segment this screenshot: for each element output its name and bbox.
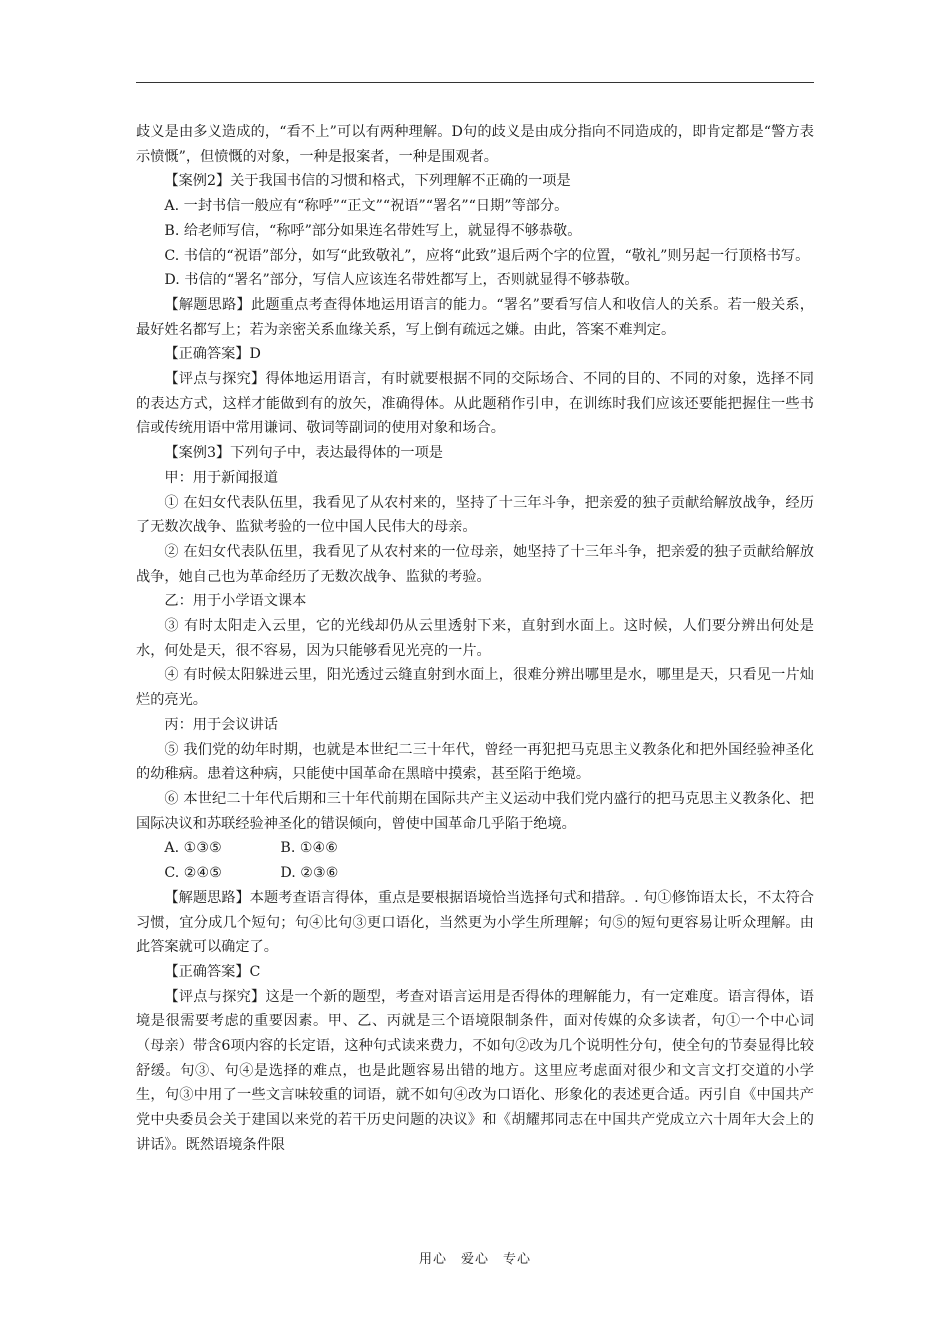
paragraph: ④ 有时候太阳躲进云里，阳光透过云缝直射到水面上，很难分辨出哪里是水，哪里是天，只看见一片灿烂的亮光。: [136, 667, 814, 709]
paragraph: A. 一封书信一般应有“称呼”“正文”“祝语”“署名”“日期”等部分。: [164, 198, 569, 215]
option-text: C. ②④⑤: [164, 865, 222, 882]
paragraph: 【案例2】关于我国书信的习惯和格式，下列理解不正确的一项是: [164, 173, 571, 190]
option-row: [136, 861, 814, 886]
paragraph: 甲：用于新闻报道: [164, 469, 278, 486]
option-text: B. ①④⑥: [280, 840, 338, 857]
paragraph: 【评点与探究】得体地运用语言，有时就要根据不同的交际场合、不同的目的、不同的对象，选择不同的表达方式，这样才能做到有的放矢，准确得体。从此题稍作引申，在训练时我们应该还要能把握住一些书信或传统用语中常用谦词、敬词等副词的使用对象和场合。: [136, 371, 814, 437]
paragraph: 【评点与探究】这是一个新的题型，考查对语言运用是否得体的理解能力，有一定难度。语言得体，语境是很需要考虑的重要因素。甲、乙、丙就是三个语境限制条件，面对传媒的众多读者，句①一个中心词（母亲）带含6项内容的长定语，这种句式读来费力，不如句②改为几个说明性分句，使全句的节奏显得比较舒缓。句③、句④是选择的难点，也是此题容易出错的地方。这里应考虑面对很少和文言文打交道的小学生，句③中用了一些文言味较重的词语，就不如句④改为口语化、形象化的表述更合适。丙引自《中国共产党中央委员会关于建国以来党的若干历史问题的决议》和《胡耀邦同志在中国共产党成立六十周年大会上的讲话》。既然语境条件限: [136, 988, 814, 1153]
paragraph: 【正确答案】C: [164, 963, 261, 980]
paragraph: 【案例3】下列句子中，表达最得体的一项是: [164, 445, 443, 462]
paragraph: 乙：用于小学语文课本: [164, 593, 307, 610]
paragraph: ① 在妇女代表队伍里，我看见了从农村来的，坚持了十三年斗争，把亲爱的独子贡献给解放战争，经历了无数次战争、监狱考验的一位中国人民伟大的母亲。: [136, 494, 814, 536]
paragraph: ⑤ 我们党的幼年时期，也就是本世纪二三十年代，曾经一再犯把马克思主义教条化和把外国经验神圣化的幼稚病。患着这种病，只能使中国革命在黑暗中摸索，甚至陷于绝境。: [136, 741, 814, 783]
paragraph-group: [136, 120, 814, 836]
paragraph: 【解题思路】此题重点考查得体地运用语言的能力。“署名”要看写信人和收信人的关系。若一般关系，最好姓名都写上；若为亲密关系血缘关系，写上倒有疏远之嫌。由此，答案不难判定。: [136, 296, 814, 338]
paragraph: 丙：用于会议讲话: [164, 716, 278, 733]
header-rule: [136, 82, 814, 83]
paragraph: 【正确答案】D: [164, 346, 261, 363]
option-text: A. ①③⑤: [164, 840, 222, 857]
paragraph: 歧义是由多义造成的，“看不上”可以有两种理解。D句的歧义是由成分指向不同造成的，即肯定都是“警方表示愤慨”，但愤慨的对象，一种是报案者，一种是围观者。: [136, 124, 814, 165]
paragraph: ⑥ 本世纪二十年代后期和三十年代前期在国际共产主义运动中我们党内盛行的把马克思主义教条化、把国际决议和苏联经验神圣化的错误倾向，曾使中国革命几乎陷于绝境。: [136, 790, 814, 832]
document-body: [136, 120, 814, 1158]
answer-options: [136, 836, 814, 885]
paragraph: B. 给老师写信，“称呼”部分如果连名带姓写上，就显得不够恭敬。: [164, 222, 582, 239]
option-row: [136, 836, 814, 861]
paragraph: 【解题思路】本题考查语言得体，重点是要根据语境恰当选择句式和措辞。. 句①修饰语太长，不太符合习惯，宜分成几个短句；句④比句③更口语化，当然更为小学生所理解；句⑤的短句更容易让听众理解。由此答案就可以确定了。: [136, 889, 814, 956]
paragraph: ③ 有时太阳走入云里，它的光线却仍从云里透射下来，直射到水面上。这时候，人们要分辨出何处是水，何处是天，很不容易，因为只能够看见光亮的一片。: [136, 618, 814, 659]
option-text: D. ②③⑥: [280, 865, 339, 882]
page-footer: 用心 爱心 专心: [418, 1252, 531, 1267]
paragraph: ② 在妇女代表队伍里，我看见了从农村来的一位母亲，她坚持了十三年斗争，把亲爱的独子贡献给解放战争，她自己也为革命经历了无数次战争、监狱的考验。: [136, 543, 814, 585]
paragraph-group: [136, 886, 814, 1158]
paragraph: C. 书信的“祝语”部分，如写“此致敬礼”，应将“此致”退后两个字的位置，“敬礼”则另起一行顶格书写。: [164, 247, 810, 264]
paragraph: D. 书信的“署名”部分，写信人应该连名带姓都写上，否则就显得不够恭敬。: [164, 272, 639, 289]
